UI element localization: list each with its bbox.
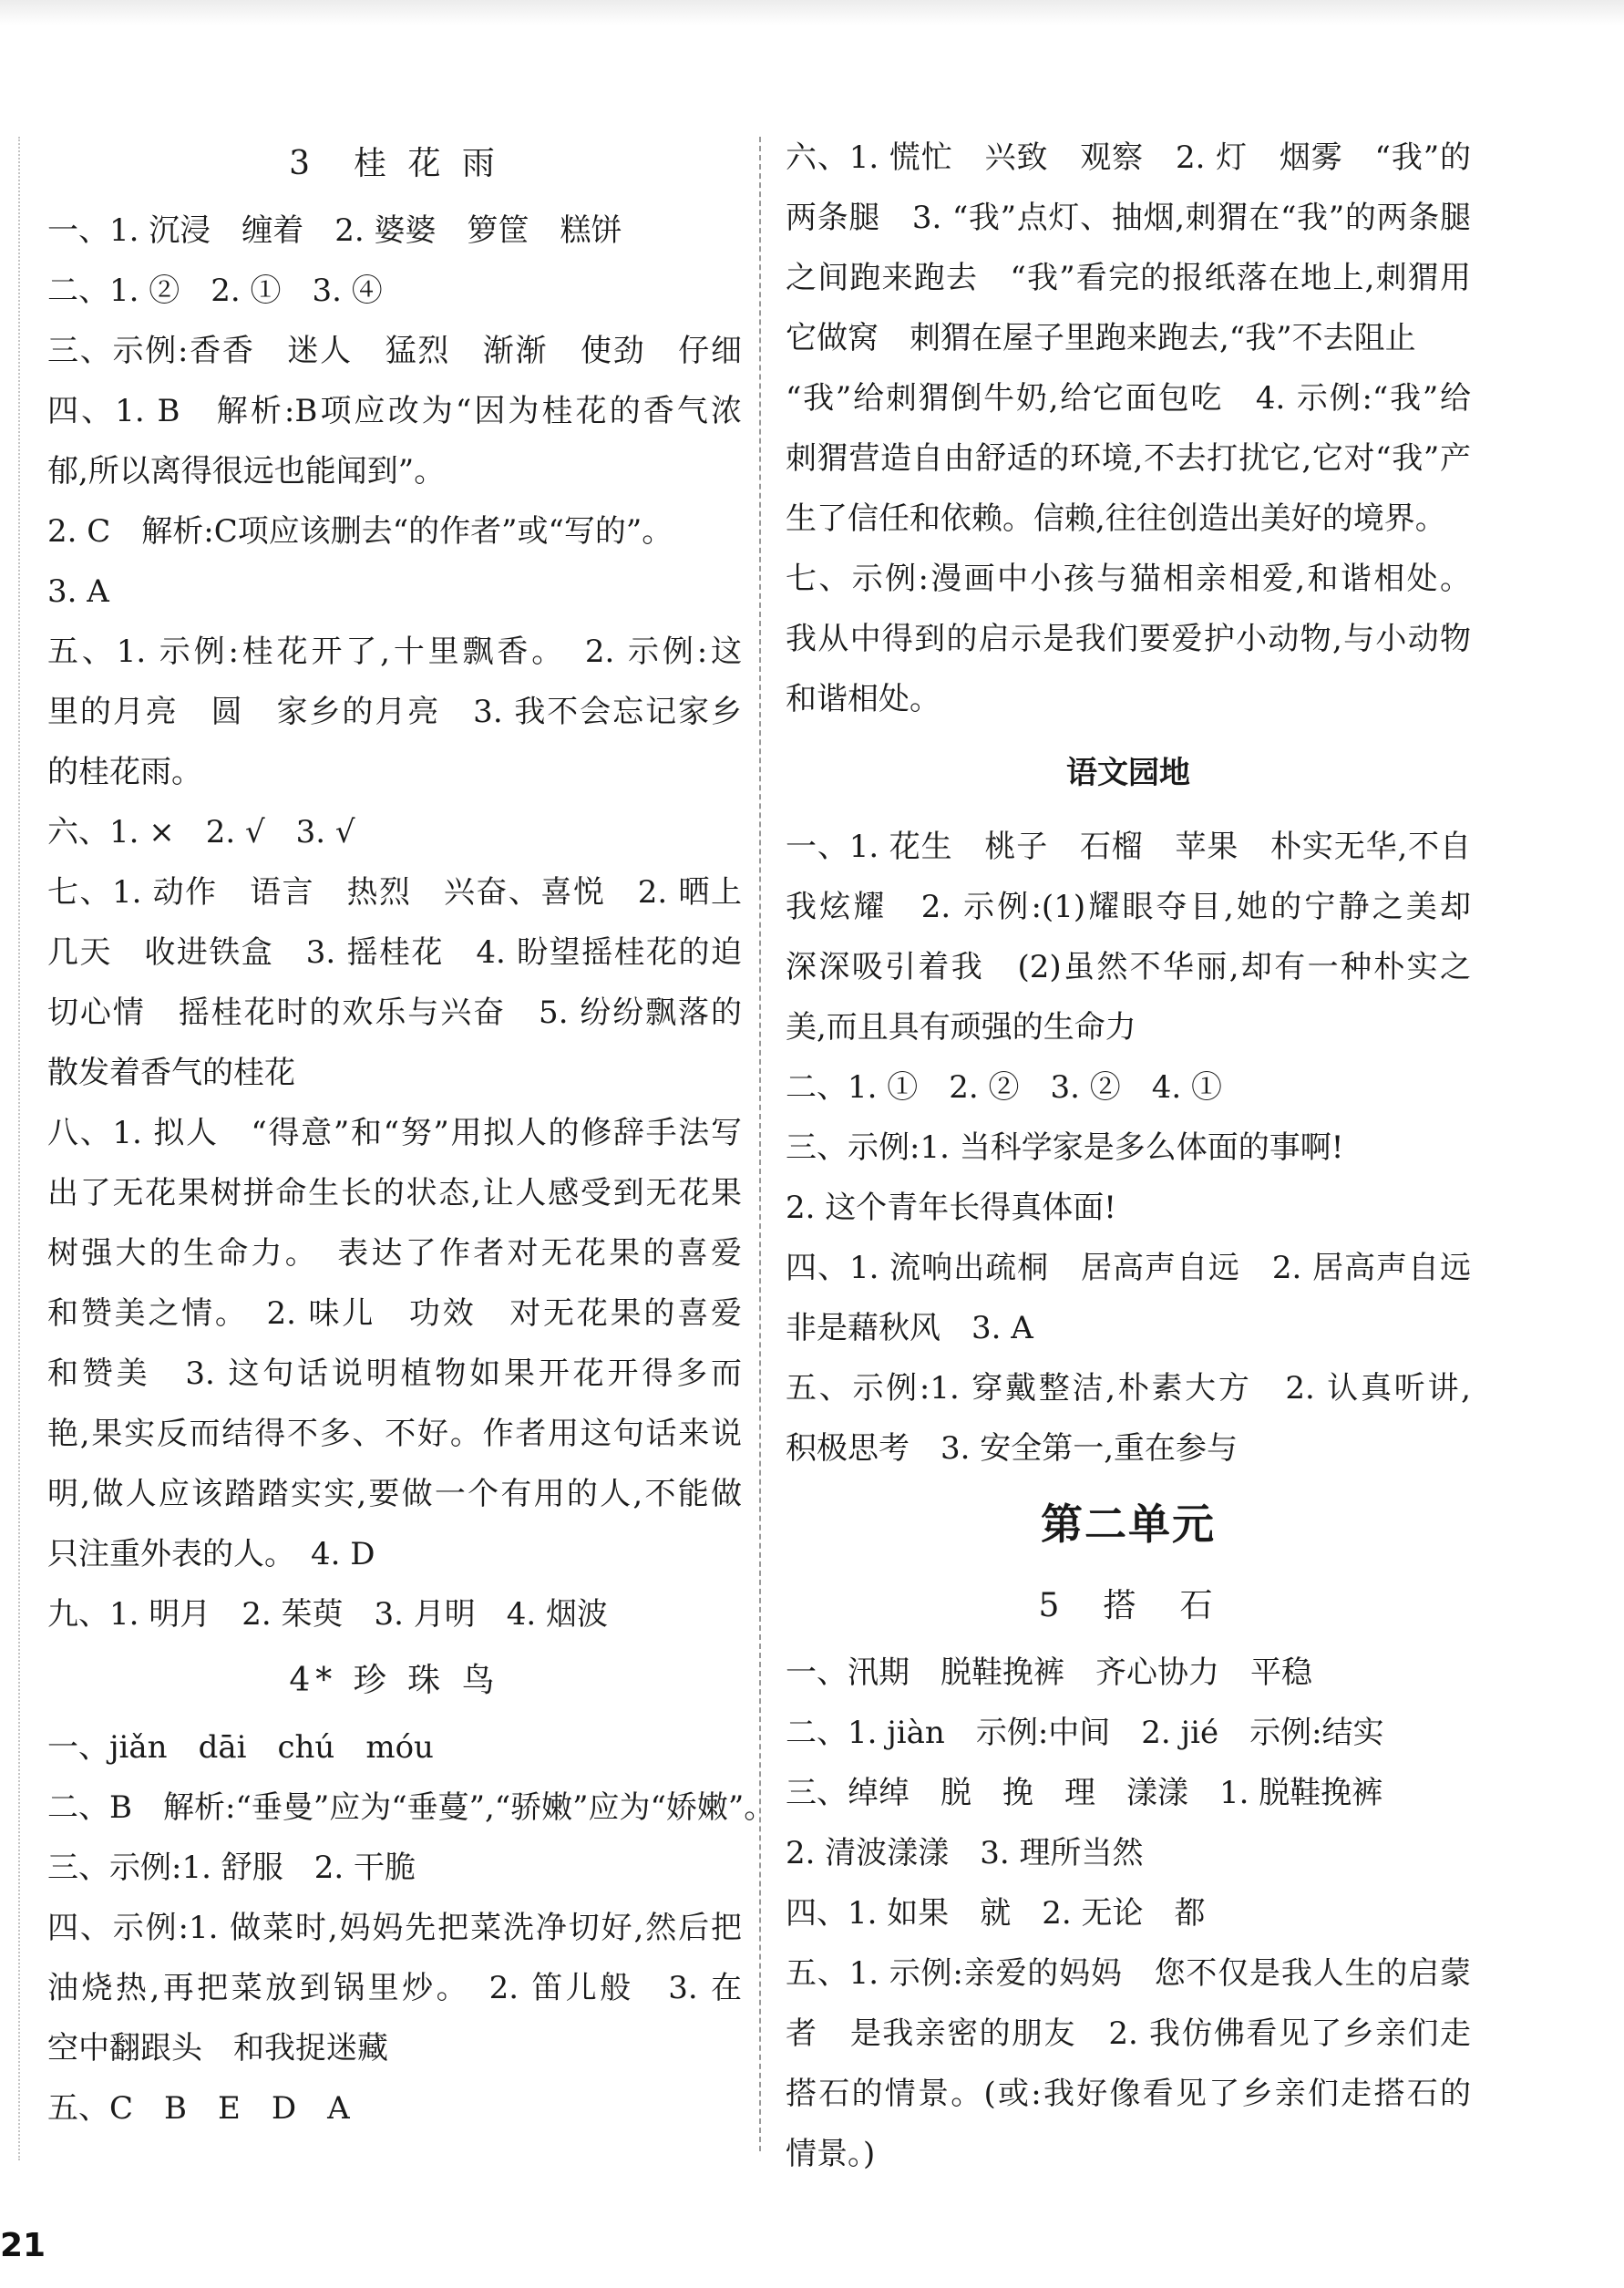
answer-line: 三、绰绰 脱 挽 理 漾漾 1. 脱鞋挽裤 [786,1775,1383,1811]
answer-line: 五、C B E D A [47,2090,350,2127]
answer-line: 情景。) [786,2136,876,2172]
answer-line: “我”给刺猬倒牛奶,给它面包吃 4. 示例:“我”给 [786,380,1471,417]
answer-line: 和赞美 3. 这句话说明植物如果开花开得多而 [47,1355,742,1392]
answer-line: 几天 收进铁盒 3. 摇桂花 4. 盼望摇桂花的迫 [47,934,742,971]
answer-line: 一、1. 花生 桃子 石榴 苹果 朴实无华,不自 [786,829,1471,865]
answer-line: 散发着香气的桂花 [47,1055,295,1091]
answer-line: 非是藉秋风 3. A [786,1310,1033,1346]
answer-line: 二、1. ① 2. ② 3. ② 4. ① [786,1069,1222,1106]
answer-line: 我从中得到的启示是我们要爱护小动物,与小动物 [786,621,1471,657]
answer-line: 六、1. × 2. √ 3. √ [47,814,355,850]
answer-line: 它做窝 刺猬在屋子里跑来跑去,“我”不去阻止 [786,320,1416,356]
answer-line: 六、1. 慌忙 兴致 观察 2. 灯 烟雾 “我”的 [786,139,1471,176]
unit-title: 第二单元 [1041,1500,1216,1549]
answer-line: 九、1. 明月 2. 茱萸 3. 月明 4. 烟波 [47,1596,608,1633]
answer-line: 一、汛期 脱鞋挽裤 齐心协力 平稳 [786,1654,1312,1691]
answer-line: 2. C 解析:C项应该删去“的作者”或“写的”。 [47,513,673,550]
left-column [47,128,776,2139]
answer-line: 三、示例:香香 迷人 猛烈 渐渐 使劲 仔细 [47,333,742,369]
answer-line: 搭石的情景。(或:我好像看见了乡亲们走搭石的 [786,2076,1471,2112]
answer-line: 四、示例:1. 做菜时,妈妈先把菜洗净切好,然后把 [47,1910,742,1946]
answer-line: 郁,所以离得很远也能闻到”。 [47,453,446,490]
answer-line: 油烧热,再把菜放到锅里炒。 2. 笛儿般 3. 在 [47,1970,742,2006]
answer-line: 四、1. 流响出疏桐 居高声自远 2. 居高声自远 [786,1250,1471,1286]
answer-line: 两条腿 3. “我”点灯、抽烟,刺猬在“我”的两条腿 [786,200,1471,236]
column-divider [759,137,761,2151]
answer-line: 积极思考 3. 安全第一,重在参与 [786,1430,1239,1467]
answer-line: 刺猬营造自由舒适的环境,不去打扰它,它对“我”产 [786,440,1471,477]
answer-line: 出了无花果树拼命生长的状态,让人感受到无花果 [47,1175,742,1211]
section-title: 4* 珍 珠 鸟 [289,1662,500,1699]
answer-line: 只注重外表的人。 4. D [47,1536,375,1572]
binding-margin-mark [18,137,20,2160]
answer-line: 一、jiǎn dāi chú móu [47,1729,434,1766]
scan-top-edge [0,0,1624,26]
answer-line: 2. 清波漾漾 3. 理所当然 [786,1835,1144,1871]
answer-line: 五、1. 示例:桂花开了,十里飘香。 2. 示例:这 [47,634,742,670]
answer-line: 美,而且具有顽强的生命力 [786,1009,1136,1046]
answer-line: 三、示例:1. 当科学家是多么体面的事啊! [786,1129,1344,1166]
answer-line: 七、1. 动作 语言 热烈 兴奋、喜悦 2. 晒上 [47,874,742,911]
answer-line: 四、1. 如果 就 2. 无论 都 [786,1895,1206,1932]
answer-line: 五、1. 示例:亲爱的妈妈 您不仅是我人生的启蒙 [786,1955,1471,1992]
answer-line: 三、示例:1. 舒服 2. 干脆 [47,1850,416,1886]
answer-line: 二、1. jiàn 示例:中间 2. jié 示例:结实 [786,1715,1384,1751]
section-title: 3 桂 花 雨 [289,145,500,182]
answer-line: 和谐相处。 [786,681,940,717]
section-subtitle: 语文园地 [1066,755,1190,791]
answer-line: 里的月亮 圆 家乡的月亮 3. 我不会忘记家乡 [47,694,742,730]
answer-line: 者 是我亲密的朋友 2. 我仿佛看见了乡亲们走 [786,2015,1471,2052]
answer-line: 树强大的生命力。 表达了作者对无花果的喜爱 [47,1235,742,1272]
answer-line: 之间跑来跑去 “我”看完的报纸落在地上,刺猬用 [786,260,1471,296]
answer-line: 一、1. 沉浸 缠着 2. 婆婆 箩筐 糕饼 [47,212,622,249]
answer-line: 明,做人应该踏踏实实,要做一个有用的人,不能做 [47,1476,742,1512]
answer-line: 七、示例:漫画中小孩与猫相亲相爱,和谐相处。 [786,561,1471,597]
answer-line: 八、1. 拟人 “得意”和“努”用拟人的修辞手法写 [47,1115,742,1151]
answer-line: 生了信任和依赖。信赖,往往创造出美好的境界。 [786,500,1446,537]
answer-line: 艳,果实反而结得不多、不好。作者用这句话来说 [47,1416,742,1452]
section-title: 5 搭 石 [1038,1587,1218,1624]
answer-line: 空中翻跟头 和我捉迷藏 [47,2030,388,2066]
answer-line: 四、1. B 解析:B项应改为“因为桂花的香气浓 [47,393,742,429]
answer-line: 切心情 摇桂花时的欢乐与兴奋 5. 纷纷飘落的 [47,995,742,1031]
answer-line: 深深吸引着我 (2)虽然不华丽,却有一种朴实之 [786,949,1471,985]
answer-line: 我炫耀 2. 示例:(1)耀眼夺目,她的宁静之美却 [786,889,1471,925]
answer-line: 五、示例:1. 穿戴整洁,朴素大方 2. 认真听讲, [786,1370,1471,1407]
answer-line: 二、B 解析:“垂曼”应为“垂蔓”,“骄嫩”应为“娇嫩”。 [47,1789,776,1826]
answer-line: 3. A [47,573,109,610]
answer-line: 和赞美之情。 2. 味儿 功效 对无花果的喜爱 [47,1295,742,1332]
answer-line: 2. 这个青年长得真体面! [786,1190,1116,1226]
answer-line: 的桂花雨。 [47,754,202,790]
page-number: 21 [0,2227,46,2264]
answer-line: 二、1. ② 2. ① 3. ④ [47,273,383,309]
right-column [786,128,1471,2184]
